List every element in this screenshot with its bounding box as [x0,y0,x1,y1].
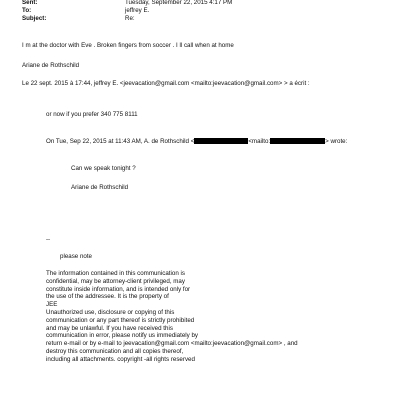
quote1-intro: Le 22 sept. 2015 à 17:44, jeffrey E. <jeevacation@gmail.com <mailto:jeevacation@gmail.com> > a écrit : [22,80,310,87]
redaction-bar [270,138,325,144]
please-note: please note [60,253,92,260]
quote2-intro-post: > wrote: [325,138,348,145]
to-value: jeffrey E. [125,7,150,14]
quote2-intro [46,138,347,146]
quote2-signature: Ariane de Rothschild [71,184,129,191]
quote1-text: or now if you prefer 340 775 8111 [46,111,138,118]
disclaimer [46,270,376,364]
sent-value: Tuesday, September 22, 2015 4:17 PM [125,0,233,6]
disclaimer-line: communication or any part thereof is strictly prohibited [46,316,195,324]
disclaimer-line: communication in error, please notify us immediately by [46,332,199,340]
signature: Ariane de Rothschild [22,62,80,69]
redaction-bar [194,138,248,144]
disclaimer-line: constitute inside information, and is intended only for [46,285,191,293]
message-text: I m at the doctor with Eve . Broken fingers from soccer . I ll call when at home [22,42,234,49]
disclaimer-line: The information contained in this communication is [46,270,185,277]
quote2-text: Can we speak tonight ? [71,165,136,172]
sent-label: Sent: [22,0,38,6]
disclaimer-line: return e-mail or by e-mail to jeevacation@gmail.com <mailto:jeevacation@gmail.com> , and [46,340,298,348]
disclaimer-line: and may be unlawful. If you have received this [46,324,173,332]
subject-label: Subject: [22,15,47,22]
disclaimer-line: including all attachments. copyright -all rights reserved [46,355,195,363]
disclaimer-line: Unauthorized use, disclosure or copying of this [46,308,175,316]
disclaimer-line: destroy this communication and all copies thereof, [46,347,184,355]
disclaimer-line: the use of the addressee. It is the property of [46,293,169,301]
subject-value: Re: [125,15,135,22]
separator: -- [46,236,51,243]
disclaimer-line: JEE [46,301,58,309]
quote2-intro-pre: On Tue, Sep 22, 2015 at 11:43 AM, A. de Rothschild < [46,138,195,145]
disclaimer-line: confidential, may be attorney-client privileged, may [46,277,185,285]
to-label: To: [22,7,32,14]
quote2-intro-mid: <mailto: [248,138,271,145]
